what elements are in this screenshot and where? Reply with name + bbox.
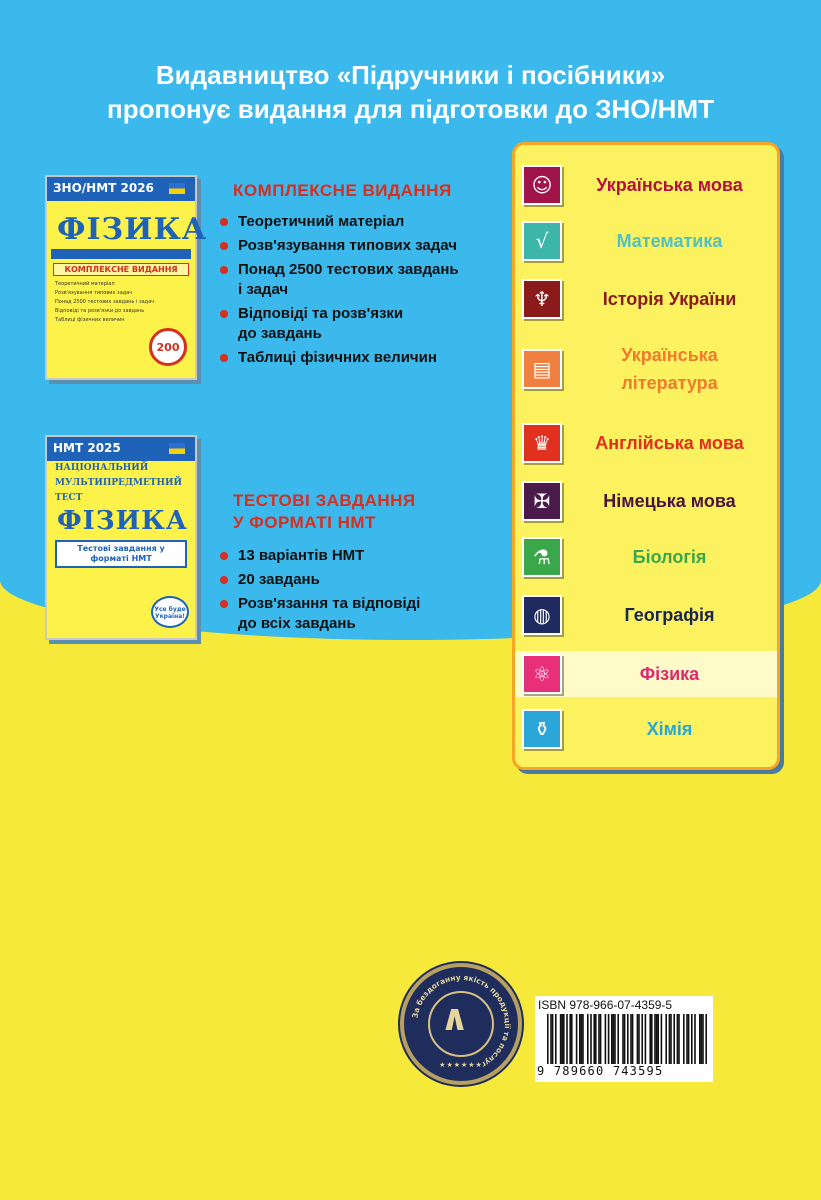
subject-german	[515, 481, 777, 521]
barcode-bar	[630, 1014, 632, 1064]
subjects-panel	[512, 142, 780, 770]
test-edition-title	[233, 490, 416, 534]
cover-list-item: Відповіді та розв'язки до завдань	[55, 308, 145, 314]
barcode-bar	[569, 1014, 571, 1064]
cover-top-label: ЗНО/НМТ 2026	[53, 181, 154, 195]
cover-kind: КОМПЛЕКСНЕ ВИДАННЯ	[53, 263, 189, 276]
barcode-bar	[688, 1014, 690, 1064]
subject-name: Українська мова	[596, 175, 743, 195]
cover-badge: Усе буде Україна!	[151, 596, 189, 628]
ukraine-flag-icon	[169, 443, 185, 454]
barcode-bar	[641, 1014, 643, 1064]
barcode-bar	[598, 1014, 600, 1064]
cover-list-item: Понад 2500 тестових завдань і задач	[55, 299, 155, 305]
cover-band	[51, 249, 191, 259]
barcode	[535, 996, 713, 1082]
barcode-bar	[593, 1014, 595, 1064]
barcode-bar	[669, 1014, 671, 1064]
barcode-bar	[605, 1014, 607, 1064]
isbn-label: ISBN 978-966-07-4359-5	[538, 998, 673, 1012]
barcode-bar	[657, 1014, 659, 1064]
subject-chemistry	[515, 709, 777, 749]
complex-edition-title: КОМПЛЕКСНЕ ВИДАННЯ	[233, 181, 452, 200]
subject-ukrainian-language	[515, 165, 777, 205]
barcode-bar	[665, 1014, 667, 1064]
barcode-bar	[694, 1014, 696, 1064]
cover-list-item: Теоретичний матеріал	[55, 281, 115, 287]
list-item: Таблиці фізичних величин	[218, 348, 508, 368]
barcode-bar	[632, 1014, 634, 1064]
head-icon: ☺	[522, 165, 562, 205]
cover-top-label: НМТ 2025	[53, 441, 121, 455]
book-icon: ▤	[522, 349, 562, 389]
barcode-bar	[617, 1014, 619, 1064]
crest-icon: ♛	[522, 423, 562, 463]
sqrt-icon: √	[522, 221, 562, 261]
seal-stars: ★★★★★★	[439, 1062, 483, 1069]
barcode-bar	[705, 1014, 707, 1064]
header-line-1: Видавництво «Підручники і посібники»	[155, 60, 666, 90]
barcode-bars	[547, 1014, 707, 1064]
list-item: Понад 2500 тестових завдань і задач	[218, 260, 508, 300]
barcode-bar	[638, 1014, 640, 1064]
list-item: Відповіді та розв'язки до завдань	[218, 304, 508, 344]
subject-name: Українська література	[621, 345, 718, 393]
barcode-bar	[576, 1014, 578, 1064]
cover-list-item: Таблиці фізичних величин	[55, 317, 125, 323]
barcode-bar	[670, 1014, 672, 1064]
book-cover-complex	[45, 175, 208, 380]
barcode-bar	[579, 1014, 581, 1064]
book-cover-tests	[45, 435, 197, 640]
barcode-bar	[678, 1014, 680, 1064]
barcode-bar	[582, 1014, 584, 1064]
barcode-bar	[656, 1014, 658, 1064]
subject-name: Біологія	[632, 547, 707, 567]
barcode-bar	[622, 1014, 624, 1064]
cover-subject: ФІЗИКА	[57, 212, 208, 247]
trident-icon: ♆	[522, 279, 562, 319]
barcode-bar	[677, 1014, 679, 1064]
cover-title-1: НАЦІОНАЛЬНИЙ	[55, 463, 149, 473]
barcode-bar	[651, 1014, 653, 1064]
microscope-icon: ⚗	[522, 537, 562, 577]
barcode-bar	[590, 1014, 592, 1064]
list-item: Теоретичний матеріал	[218, 212, 508, 232]
barcode-bar	[563, 1014, 565, 1064]
cover-subject: ФІЗИКА	[57, 506, 188, 536]
globe-icon: ◍	[522, 595, 562, 635]
cover-topbar	[47, 437, 195, 461]
header-line-2: пропонує видання для підготовки до ЗНО/НМТ	[106, 94, 714, 124]
barcode-bar	[550, 1014, 552, 1064]
test-edition-title-1: ТЕСТОВІ ЗАВДАННЯ	[233, 491, 416, 510]
barcode-bar	[661, 1014, 663, 1064]
list-item: Розв'язування типових задач	[218, 236, 508, 256]
subject-name: Історія України	[602, 289, 737, 309]
subject-name: Англійська мова	[595, 433, 744, 453]
subject-physics	[515, 651, 777, 697]
ukraine-flag-icon	[169, 183, 185, 194]
cover-test-box: Тестові завдання у форматі НМТ	[55, 540, 187, 568]
subject-name: Фізика	[639, 664, 700, 684]
barcode-bar	[624, 1014, 626, 1064]
barcode-bar	[561, 1014, 563, 1064]
barcode-bar	[701, 1014, 703, 1064]
seal-ring-text: За бездоганну якість продукції та послуг	[410, 972, 513, 1070]
subject-geography	[515, 595, 777, 635]
cover-topbar	[47, 177, 195, 201]
barcode-bar	[627, 1014, 629, 1064]
barcode-bar	[566, 1014, 568, 1064]
barcode-bar	[614, 1014, 616, 1064]
barcode-bar	[645, 1014, 647, 1064]
barcode-bar	[699, 1014, 701, 1064]
barcode-bar	[555, 1014, 557, 1064]
subject-ukrainian-literature	[515, 341, 777, 397]
barcode-bar	[683, 1014, 685, 1064]
list-item: 20 завдань	[218, 570, 508, 590]
barcode-bar	[560, 1014, 562, 1064]
subject-name: Географія	[624, 605, 715, 625]
subject-name: Німецька мова	[603, 491, 736, 511]
subject-english	[515, 423, 777, 463]
cover-title-3: ТЕСТ	[55, 493, 83, 503]
subject-name: Хімія	[646, 719, 693, 739]
barcode-bar	[649, 1014, 651, 1064]
barcode-bar	[673, 1014, 675, 1064]
complex-edition-list	[218, 212, 508, 372]
barcode-bar	[587, 1014, 589, 1064]
barcode-bar	[611, 1014, 613, 1064]
subject-mathematics	[515, 221, 777, 261]
eagle-icon: ✠	[522, 481, 562, 521]
barcode-bar	[552, 1014, 554, 1064]
atom-icon: ⚛	[522, 654, 562, 694]
barcode-bar	[702, 1014, 704, 1064]
barcode-bar	[608, 1014, 610, 1064]
subject-biology	[515, 537, 777, 577]
barcode-bar	[600, 1014, 602, 1064]
cover-badge: 200	[149, 328, 187, 366]
cover-title-2: МУЛЬТИПРЕДМЕТНИЙ	[55, 478, 183, 488]
quality-seal-logo	[400, 963, 522, 1085]
subject-name: Математика	[616, 231, 723, 251]
barcode-bar	[654, 1014, 656, 1064]
seal-emblem-icon: ∧	[440, 997, 470, 1039]
subject-history-ukraine	[515, 279, 777, 319]
ean-number: 9 789660 743595	[537, 1064, 664, 1078]
flask-icon: ⚱	[522, 709, 562, 749]
barcode-bar	[571, 1014, 573, 1064]
barcode-bar	[595, 1014, 597, 1064]
barcode-bar	[686, 1014, 688, 1064]
test-edition-title-2: У ФОРМАТІ НМТ	[233, 513, 376, 532]
barcode-bar	[691, 1014, 693, 1064]
list-item: Розв'язання та відповіді до всіх завдань	[218, 594, 508, 634]
test-edition-list	[218, 546, 508, 638]
barcode-bar	[637, 1014, 639, 1064]
barcode-bar	[547, 1014, 549, 1064]
barcode-bar	[581, 1014, 583, 1064]
list-item: 13 варіантів НМТ	[218, 546, 508, 566]
barcode-bar	[613, 1014, 615, 1064]
publisher-header	[0, 58, 821, 126]
cover-list-item: Розв'язування типових задач	[55, 290, 133, 296]
